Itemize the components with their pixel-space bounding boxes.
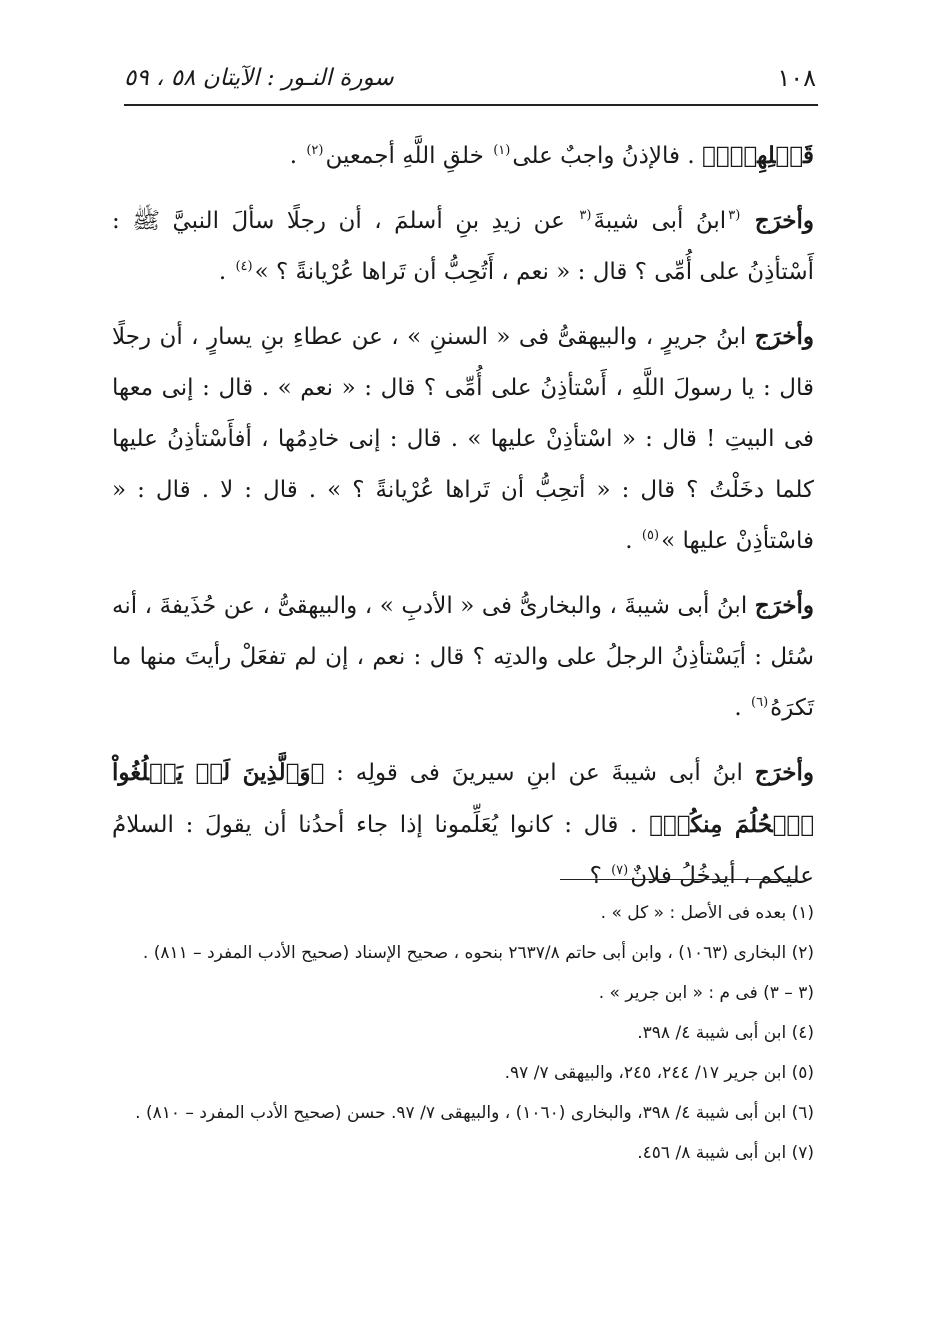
footnote-ref: (٣	[728, 208, 741, 224]
footnote: (٤) ابن أبى شيبة ٤/ ٣٩٨.	[637, 1023, 814, 1043]
text-run: عن زيدِ بنِ أسلمَ ، أن رجلًا سألَ النبيَّ ﷺ : أَسْتأذِنُ على أُمِّى ؟ قال : « نعم ، أَتُحِبُّ أن تَراها عُرْيانةً ؟ »	[112, 208, 814, 285]
quran-verse: قَبۡلِهِمۡۚ﴾	[701, 142, 814, 169]
header-rule	[124, 104, 818, 106]
footnote-separator	[560, 879, 796, 880]
text-run: ابنُ أبى شيبةَ ، والبخارىُّ فى « الأدبِ » ، والبيهقىُّ ، عن حُذَيفةَ ، أنه سُئل : أيَسْتأذِنُ الرجلُ على والدتِه ؟ قال : نعم ، إن لم تفعَلْ رأيتَ منها ما تَكرَهُ	[112, 593, 814, 721]
footnote: (٢) البخارى (١٠٦٣) ، وابن أبى حاتم ٢٦٣٧/٨ بنحوه ، صحيح الإسناد (صحيح الأدب المفرد – ٨١١) .	[142, 943, 814, 963]
text-run: ابنُ جريرٍ ، والبيهقىُّ فى « السننِ » ، عن عطاءِ بنِ يسارٍ ، أن رجلًا قال : يا رسولَ اللَّهِ ، أَسْتأذِنُ على أُمِّى ؟ قال : « نعم » . قال : إنى معها فى البيتِ ! قال : « اسْتأذِنْ عليها » . قال : إنى خادِمُها ، أفأَسْتأذِنُ عليها كلما دخَلْتُ ؟ قال : « أتحِبُّ أن تَراها عُرْيانةً ؟ » . قال : لا . قال : « فاسْتأذِنْ عليها »	[112, 324, 814, 554]
paragraph	[112, 195, 814, 298]
keyword: وأخرَج	[754, 207, 815, 234]
footnote: (٦) ابن أبى شيبة ٤/ ٣٩٨، والبخارى (١٠٦٠) ، والبيهقى ٧/ ٩٧. حسن (صحيح الأدب المفرد – ٨١٠) .	[135, 1103, 814, 1123]
keyword: وأخرَج	[754, 592, 814, 619]
text-run: خلقِ اللَّهِ أجمعين	[325, 143, 492, 169]
text-run: .	[289, 143, 305, 169]
paragraph	[112, 311, 814, 567]
page-number: ١٠٨	[777, 64, 816, 92]
text-run: ابنُ أبى شيبةَ	[593, 208, 727, 234]
text-run: .	[218, 259, 234, 285]
main-text	[112, 130, 814, 915]
text-run: . قال : كانوا يُعَلِّمونا إذا جاء أحدُنا أن يقولَ : السلامُ عليكم ، أيدخُلُ فلانٌ	[112, 812, 814, 889]
footnote-ref: (٢)	[306, 143, 324, 159]
text-run: ؟	[589, 863, 610, 889]
text-run: .	[625, 528, 640, 554]
footnote-ref: (١)	[493, 143, 511, 159]
running-header	[124, 58, 816, 98]
footnote: (٣ – ٣) فى م : « ابن جرير » .	[598, 983, 814, 1003]
paragraph	[112, 130, 814, 182]
footnote: (١) بعده فى الأصل : « كل » .	[600, 903, 814, 923]
footnote-ref: (٤)	[235, 259, 253, 275]
footnote: (٧) ابن أبى شيبة ٨/ ٤٥٦.	[637, 1143, 814, 1163]
surah-title: سورة النـور : الآيتان ٥٨ ، ٥٩	[124, 65, 394, 91]
footnotes	[112, 895, 814, 1175]
text-run: .	[734, 695, 750, 721]
quran-verse: ﴿وَٱلَّذِينَ لَمۡ يَبۡلُغُواْ ٱلۡحُلُمَ مِنكُمۡ﴾	[112, 759, 814, 838]
text-run: . فالإذنُ واجبٌ على	[512, 143, 702, 169]
paragraph	[112, 580, 814, 734]
footnote-ref: (٥)	[641, 528, 660, 544]
footnote-ref: (٧)	[611, 863, 629, 879]
text-run: ابنُ أبى شيبةَ عن ابنِ سيرينَ فى قولِه :	[324, 760, 755, 786]
text-run	[742, 208, 755, 234]
keyword: وأخرَج	[754, 323, 814, 350]
footnote: (٥) ابن جرير ١٧/ ٢٤٤، ٢٤٥، والبيهقى ٧/ ٩٧.	[504, 1063, 814, 1083]
keyword: وأخرَج	[754, 759, 814, 786]
footnote-ref: (٣	[579, 208, 592, 224]
footnote-ref: (٦)	[751, 695, 769, 711]
